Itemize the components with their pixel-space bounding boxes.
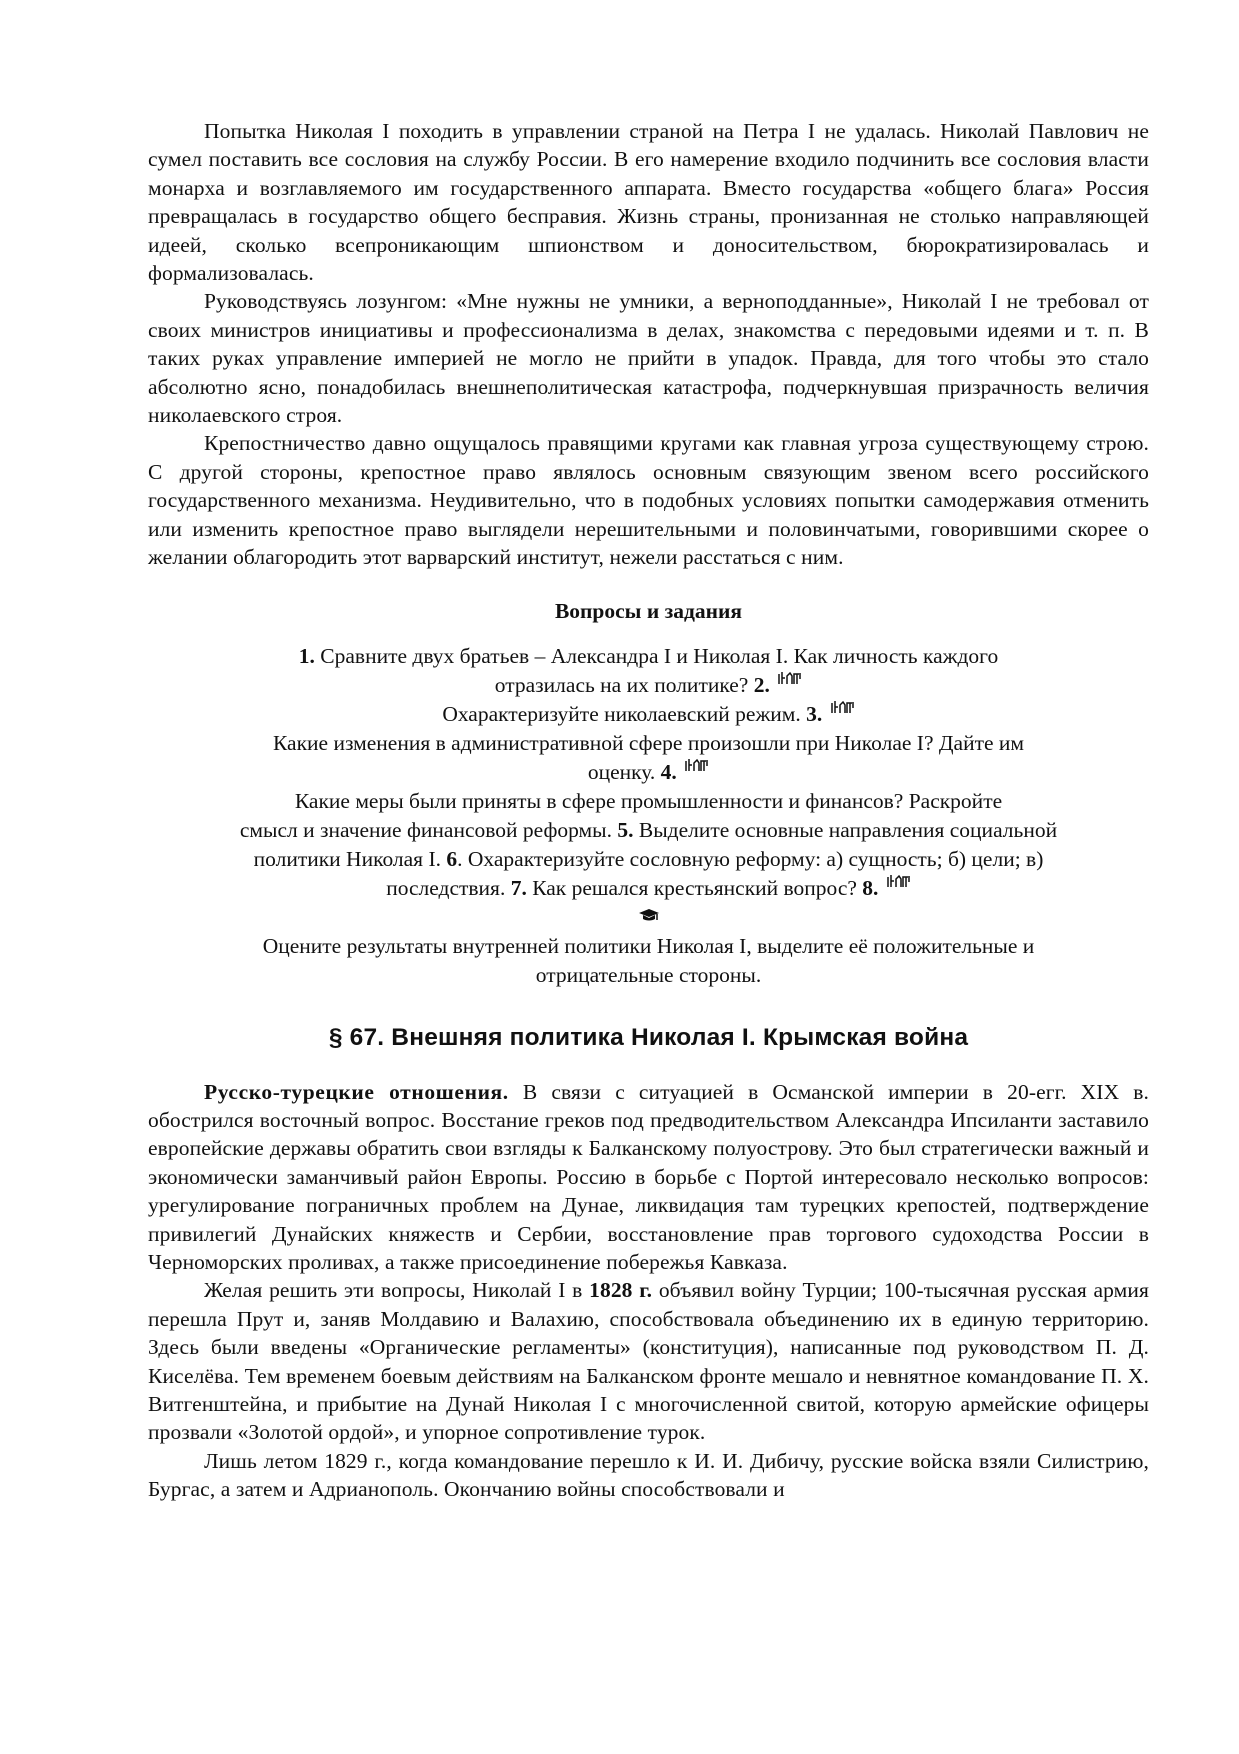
question-number: 6 bbox=[446, 846, 458, 871]
questions-heading: Вопросы и задания bbox=[554, 598, 743, 623]
question-number: 4. bbox=[660, 759, 677, 784]
question-text: смысл и значение финансовой реформы. bbox=[239, 817, 612, 842]
question-text: Оцените результаты внутренней политики Николая I, выделите её положительные и bbox=[262, 933, 1035, 958]
question-text: Какие меры были приняты в сфере промышленности и финансов? Раскройте bbox=[294, 788, 1003, 813]
question-number: 7. bbox=[510, 875, 527, 900]
question-line bbox=[148, 932, 1149, 961]
question-line bbox=[148, 671, 1149, 700]
graduation-cap-icon bbox=[638, 908, 660, 924]
question-line bbox=[148, 845, 1149, 874]
paragraph: Крепостничество давно ощущалось правящими кругами как главная угроза существующему строю. С другой стороны, крепостное право являлось основным связующим звеном всего российского государственного механизма. Неудивительно, что в подобных условиях попытки самодержавия отменить или изменить крепостное право выглядели нерешительными и половинчатыми, говорившими скорее о желании облагородить этот варварский институт, нежели расстаться с ним. bbox=[148, 431, 1149, 570]
question-line bbox=[148, 816, 1149, 845]
paragraph-lead: Русско-турецкие отношения. bbox=[204, 1079, 509, 1104]
paragraph: Руководствуясь лозунгом: «Мне нужны не умники, а верноподданные», Николай I не требовал от своих министров инициативы и профессионализма в делах, знакомства с передовыми идеями и т. п. В таких руках управление империей не могло не прийти в упадок. Правда, для того чтобы это стало абсолютно ясно, понадобилась внешнеполитическая катастрофа, подчеркнувшая призрачность величия николаевского строя. bbox=[148, 289, 1149, 428]
question-line bbox=[148, 787, 1149, 816]
question-number: 8. bbox=[862, 875, 879, 900]
question-line bbox=[148, 729, 1149, 758]
question-text: отразилась на их политике? bbox=[494, 672, 749, 697]
question-text: политики Николая I. bbox=[253, 846, 441, 871]
question-text: Сравните двух братьев – Александра I и Николая I. Как личность каждого bbox=[320, 643, 999, 668]
question-number: 5. bbox=[617, 817, 634, 842]
question-line bbox=[148, 700, 1149, 729]
paragraph bbox=[148, 1276, 1149, 1446]
question-text: отрицательные стороны. bbox=[535, 962, 762, 987]
paragraph: Попытка Николая I походить в управлении страной на Петра I не удалась. Николай Павлович не сумел поставить все сословия на службу России. В его намерение входило подчинить все сословия власти монарха и возглавляемого им государственного аппарата. Вместо государства «общего блага» Россия превращалась в государство общего бесправия. Жизнь страны, пронизанная не столько направляющей идеей, сколько всепроникающим шпионством и доносительством, бюрократизировалась и формализовалась. bbox=[148, 119, 1149, 286]
paragraph bbox=[148, 1078, 1149, 1277]
question-text: Выделите основные направления социальной bbox=[638, 817, 1058, 842]
question-line bbox=[148, 874, 1149, 903]
question-number: 2. bbox=[753, 672, 770, 697]
garbled-glyph-icon bbox=[887, 874, 911, 888]
question-line bbox=[148, 903, 1149, 932]
question-text: Охарактеризуйте николаевский режим. bbox=[442, 701, 801, 726]
garbled-glyph-icon bbox=[685, 758, 709, 772]
paragraph-text: объявил войну Турции; 100-тысячная русская армия перешла Прут и, заняв Молдавию и Валахию, способствовала объединению их в единую территорию. Здесь были введены «Органические регламенты» (конституция), написанные под руководством П. Д. Киселёва. Тем временем боевым действиям на Балканском фронте мешало и невнятное командование П. Х. Витгенштейна, и прибытие на Дунай Николая I с многочисленной свитой, которую армейские офицеры прозвали «Золотой ордой», и упорное сопротивление турок. bbox=[148, 1278, 1149, 1445]
question-text: Как решался крестьянский вопрос? bbox=[532, 875, 857, 900]
question-line bbox=[148, 642, 1149, 671]
question-number: 1. bbox=[298, 643, 315, 668]
question-text: последствия. bbox=[386, 875, 506, 900]
paragraph-date: 1828 г. bbox=[589, 1278, 653, 1303]
questions-list bbox=[148, 642, 1149, 990]
garbled-glyph-icon bbox=[831, 700, 855, 714]
question-text: оценку. bbox=[587, 759, 656, 784]
paragraph-text: В связи с ситуацией в Османской империи в 20-егг. XIX в. обострился восточный вопрос. Восстание греков под предводительством Александра Ипсиланти заставило европейские державы обратить свои взгляды к Балканскому полуострову. Это был стратегически важный и экономически заманчивый район Европы. Россию в борьбе с Портой интересовало несколько вопросов: урегулирование пограничных проблем на Дунае, ликвидация там турецких крепостей, подтверждение привилегий Дунайских княжеств и Сербии, восстановление прав торгового судоходства России в Черноморских проливах, а также присоединение побережья Кавказа. bbox=[148, 1079, 1149, 1274]
paragraph-text: Желая решить эти вопросы, Николай I в bbox=[204, 1278, 590, 1303]
question-line bbox=[148, 961, 1149, 990]
paragraph: Лишь летом 1829 г., когда командование перешло к И. И. Дибичу, русские войска взяли Силистрию, Бургас, а затем и Адрианополь. Окончанию войны способствовали и bbox=[148, 1448, 1149, 1502]
question-text: Какие изменения в административной сфере произошли при Николае I? Дайте им bbox=[272, 730, 1025, 755]
question-text: . Охарактеризуйте сословную реформу: а) сущность; б) цели; в) bbox=[457, 846, 1044, 871]
question-number: 3. bbox=[806, 701, 823, 726]
section-title: § 67. Внешняя политика Николая I. Крымская война bbox=[328, 1023, 969, 1051]
question-line bbox=[148, 758, 1149, 787]
garbled-glyph-icon bbox=[778, 671, 802, 685]
